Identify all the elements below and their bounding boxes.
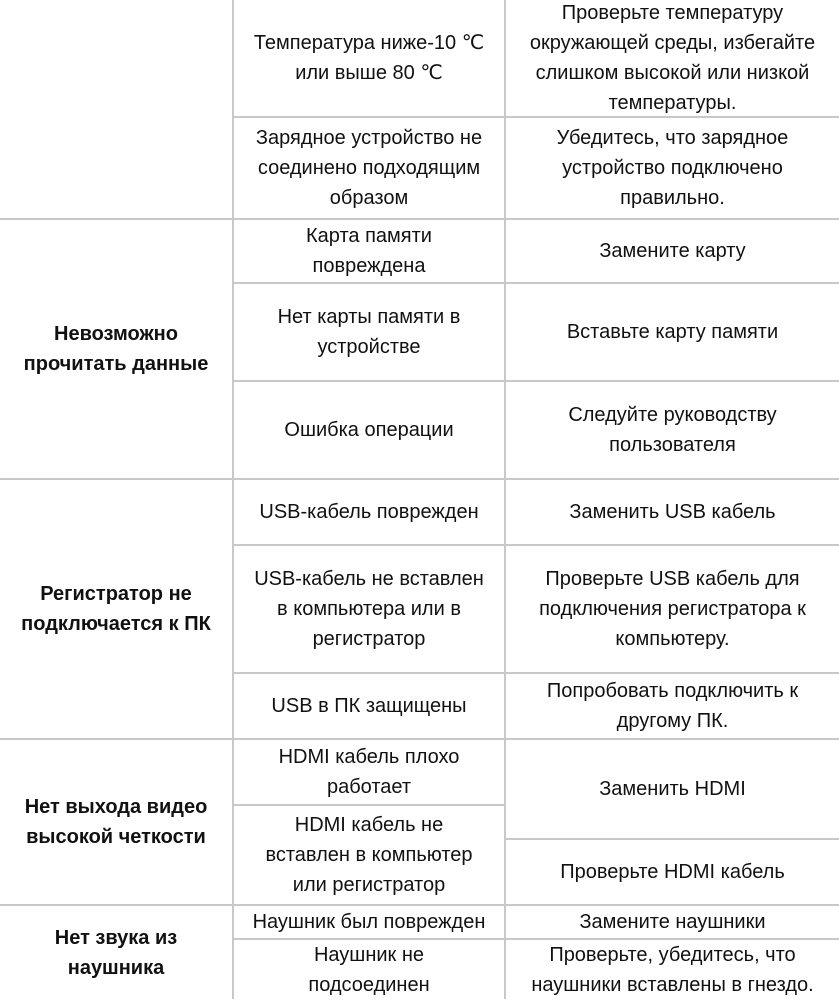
row-divider bbox=[232, 116, 839, 118]
cause-cell: Ошибка операции bbox=[284, 419, 454, 441]
solution-cell: Замените наушники bbox=[579, 911, 766, 933]
solution-cell: Проверьте HDMI кабель bbox=[560, 861, 785, 883]
solution-cell: Проверьте температуру окружающей среды, избегайте слишком высокой или низкой температуры. bbox=[529, 2, 816, 114]
row-divider bbox=[232, 282, 839, 284]
cause-cell: USB-кабель не вставлен в компьютера или в регистратор bbox=[254, 568, 484, 650]
cause-cell: HDMI кабель плохо работает bbox=[278, 746, 460, 798]
solution-cell: Проверьте, убедитесь, что наушники вставлены в гнездо. bbox=[531, 943, 814, 996]
row-divider bbox=[232, 380, 839, 382]
solution-cell: Убедитесь, что зарядное устройство подключено правильно. bbox=[556, 127, 789, 209]
cause-cell: USB в ПК защищены bbox=[271, 695, 467, 717]
solution-cell: Проверьте USB кабель для подключения регистратора к компьютеру. bbox=[539, 568, 806, 650]
solution-cell: Вставьте карту памяти bbox=[566, 321, 779, 343]
solution-cell: Заменить USB кабель bbox=[569, 501, 776, 523]
cause-cell: Карта памяти повреждена bbox=[306, 225, 432, 277]
cause-cell: USB-кабель поврежден bbox=[259, 501, 479, 523]
column-divider bbox=[504, 0, 506, 999]
row-divider bbox=[0, 738, 839, 740]
row-divider bbox=[0, 904, 839, 906]
row-divider bbox=[232, 804, 506, 806]
cause-cell: Температура ниже-10 ℃ или выше 80 ℃ bbox=[253, 32, 485, 84]
solution-cell: Замените карту bbox=[599, 240, 746, 262]
cause-cell: Нет карты памяти в устройстве bbox=[277, 306, 461, 358]
row-divider bbox=[232, 544, 839, 546]
solution-cell: Попробовать подключить к другому ПК. bbox=[546, 680, 799, 732]
row-divider bbox=[504, 838, 839, 840]
row-divider bbox=[0, 218, 839, 220]
solution-cell: Заменить HDMI bbox=[599, 778, 746, 800]
cause-cell: Зарядное устройство не соединено подходящим образом bbox=[255, 127, 483, 209]
column-divider bbox=[232, 0, 234, 999]
cause-cell: HDMI кабель не вставлен в компьютер или регистратор bbox=[265, 814, 473, 896]
row-divider bbox=[232, 672, 839, 674]
problem-cell: Регистратор не подключается к ПК bbox=[21, 583, 211, 635]
problem-cell: Невозможно прочитать данные bbox=[23, 323, 209, 375]
cause-cell: Наушник был поврежден bbox=[252, 911, 486, 933]
problem-cell: Нет звука из наушника bbox=[54, 926, 178, 979]
solution-cell: Следуйте руководству пользователя bbox=[568, 404, 777, 456]
row-divider bbox=[232, 938, 839, 940]
cause-cell: Наушник не подсоединен bbox=[308, 943, 430, 996]
problem-cell: Нет выхода видео высокой четкости bbox=[24, 796, 208, 848]
row-divider bbox=[0, 478, 839, 480]
